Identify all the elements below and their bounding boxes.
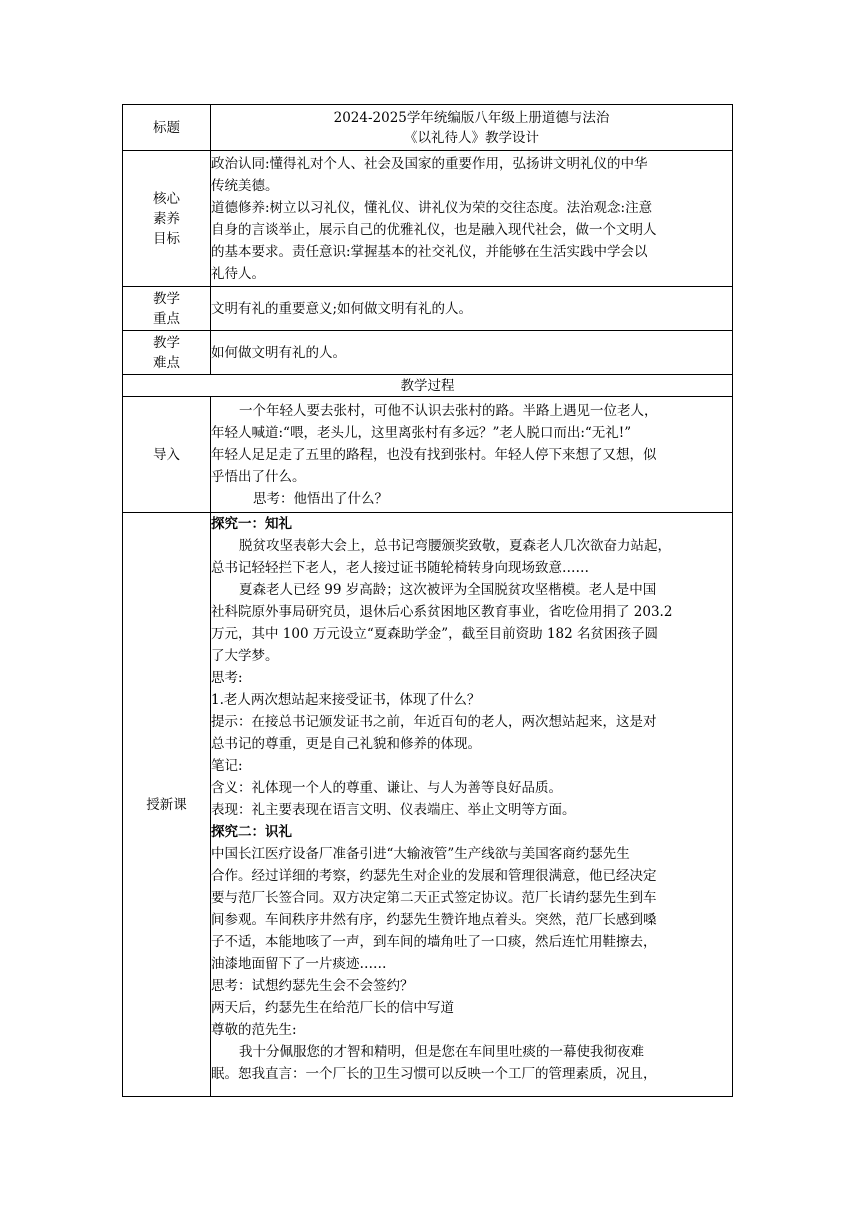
key-points-label: 教学 重点: [123, 287, 211, 331]
process-header-row: [123, 375, 733, 397]
difficult-points-row: [123, 331, 733, 375]
intro-row: [123, 397, 733, 513]
core-goals-content: 政治认同:懂得礼对个人、社会及国家的重要作用，弘扬讲文明礼仪的中华 传统美德。 道德修养:树立以习礼仪，懂礼仪、讲礼仪为荣的交往态度。法治观念:注意 自身的言谈举止，展示自己的优雅礼仪，也是融入现代社会，做一个文明人 的基本要求。责任意识:掌握基本的社交礼仪，并能够在生活实践中学会以 礼待人。: [211, 151, 733, 287]
document-title-line2: 《以礼待人》教学设计: [404, 129, 539, 146]
difficult-points-content: 如何做文明有礼的人。: [211, 331, 733, 375]
lesson-plan-table: [122, 104, 733, 1097]
intro-label: 导入: [123, 397, 211, 513]
core-goals-label: 核心 素养 目标: [123, 151, 211, 287]
explore1-title: 探究一：知礼: [211, 516, 292, 532]
document-title-line1: 2024-2025学年统编版八年级上册道德与法治: [333, 109, 610, 126]
key-points-content: 文明有礼的重要意义;如何做文明有礼的人。: [211, 287, 733, 331]
difficult-points-label: 教学 难点: [123, 331, 211, 375]
title-label: 标题: [123, 105, 211, 151]
new-lesson-label: 授新课: [123, 513, 211, 1097]
explore2-title: 探究二：识礼: [211, 824, 292, 840]
intro-think: 思考：他悟出了什么？: [253, 490, 388, 507]
core-goals-row: [123, 151, 733, 287]
new-lesson-row: [123, 513, 733, 1097]
title-row: [123, 105, 733, 151]
key-points-row: [123, 287, 733, 331]
new-lesson-content: 探究一：知礼 脱贫攻坚表彰大会上，总书记弯腰颁奖致敬，夏森老人几次欲奋力站起， 总书记轻轻拦下老人，老人接过证书随轮椅转身向现场致意…… 夏森老人已经 99 岁高龄；这次被评为全国脱贫攻坚楷模。老人是中国 社科院原外事局研究员，退休后心系贫困地区教育事业，省吃俭用捐了 203.2 万元，其中 100 万元设立“夏森助学金”，截至目前资助 182 名贫困孩子圆 了大学梦。 思考: 1.老人两次想站起来接受证书，体现了什么？ 提示：在接总书记颁发证书之前，年近百旬的老人，两次想站起来，这是对 总书记的尊重，更是自己礼貌和修养的体现。 笔记: 含义：礼体现一个人的尊重、谦让、与人为善等良好品质。 表现：礼主要表现在语言文明、仪表端庄、举止文明等方面。 探究二：识礼 中国长江医疗设备厂准备引进“大输液管”生产线欲与美国客商约瑟先生 合作。经过详细的考察，约瑟先生对企业的发展和管理很满意，他已经决定 要与范厂长签合同。双方决定第二天正式签定协议。范厂长请约瑟先生到车 间参观。车间秩序井然有序，约瑟先生赞许地点着头。突然，范厂长感到嗓 子不适，本能地咳了一声，到车间的墙角吐了一口痰，然后连忙用鞋擦去， 油漆地面留下了一片痰迹…… 思考：试想约瑟先生会不会签约？ 两天后，约瑟先生在给范厂长的信中写道 尊敬的范先生: 我十分佩服您的才智和精明，但是您在车间里吐痰的一幕使我彻夜难 眠。恕我直言：一个厂长的卫生习惯可以反映一个工厂的管理素质，况且，: [211, 513, 733, 1097]
title-cell: [211, 105, 733, 151]
process-header: 教学过程: [123, 375, 733, 397]
intro-content: 一个年轻人要去张村，可他不认识去张村的路。半路上遇见一位老人， 年轻人喊道:“喂，老头儿，这里离张村有多远？”老人脱口而出:“无礼!” 年轻人足足走了五里的路程，也没有找到张村。年轻人停下来想了又想，似 乎悟出了什么。 思考：他悟出了什么？: [211, 397, 733, 513]
